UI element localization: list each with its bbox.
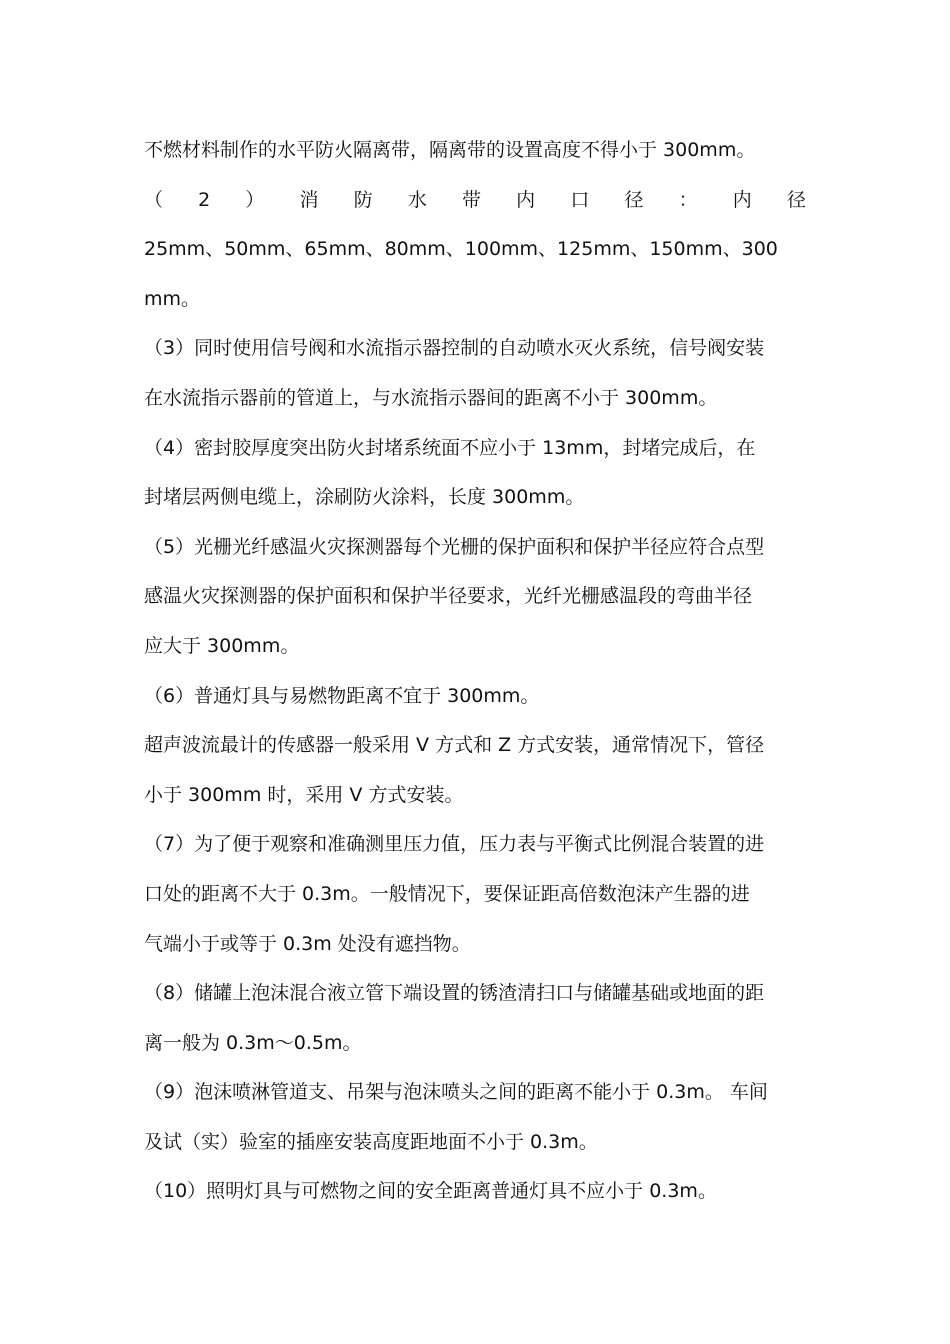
text-line-15: （7）为了便于观察和准确测里压力值，压力表与平衡式比例混合装置的进: [144, 833, 765, 856]
text-line-12: （6）普通灯具与易燃物距离不宜于 300mm。: [144, 684, 540, 707]
text-line-21: 及试（实）验室的插座安装高度距地面不小于 0.3m。: [144, 1130, 598, 1153]
text-line-22: （10）照明灯具与可燃物之间的安全距离普通灯具不应小于 0.3m。: [144, 1180, 717, 1203]
spaced-char: ）: [245, 188, 265, 211]
text-line-8: 封堵层两侧电缆上，涂刷防火涂料，长度 300mm。: [144, 486, 585, 509]
text-line-14: 小于 300mm 时，采用 V 方式安装。: [144, 783, 464, 806]
spaced-char: 带: [462, 188, 482, 211]
spaced-char: 水: [407, 188, 427, 211]
text-line-19: 离一般为 0.3m～0.5m。: [144, 1031, 362, 1054]
spaced-char: 防: [353, 188, 373, 211]
spaced-char: 消: [299, 188, 319, 211]
text-line-16: 口处的距离不大于 0.3m。一般情况下，要保证距高倍数泡沫产生器的进: [144, 882, 750, 905]
spaced-char: 内: [516, 188, 536, 211]
text-line-17: 气端小于或等于 0.3m 处没有遮挡物。: [144, 932, 471, 955]
spaced-char: 口: [570, 188, 590, 211]
spaced-char: 内: [732, 188, 752, 211]
text-line-6: 在水流指示器前的管道上，与水流指示器间的距离不小于 300mm。: [144, 386, 718, 409]
text-line-9: （5）光栅光纤感温火灾探测器每个光栅的保护面积和保护半径应符合点型: [144, 535, 765, 558]
document-page: [144, 126, 806, 1217]
text-line-4: mm。: [144, 287, 201, 310]
text-line-10: 感温火灾探测器的保护面积和保护半径要求，光纤光栅感温段的弯曲半径: [144, 585, 753, 608]
text-line-7: （4）密封胶厚度突出防火封堵系统面不应小于 13mm，封堵完成后，在: [144, 436, 756, 459]
text-line-20: （9）泡沫喷淋管道支、吊架与泡沫喷头之间的距离不能小于 0.3m。 车间: [144, 1081, 768, 1104]
text-line-1: 不燃材料制作的水平防火隔离带，隔离带的设置高度不得小于 300mm。: [144, 139, 756, 161]
text-line-18: （8）储罐上泡沫混合液立管下端设置的锈渣清扫口与储罐基础或地面的距: [144, 982, 765, 1005]
text-line-2-spaced: [144, 176, 806, 226]
spaced-char: ：: [678, 188, 698, 211]
text-line-11: 应大于 300mm。: [144, 634, 300, 657]
spaced-char: 径: [786, 188, 806, 211]
text-line-5: （3）同时使用信号阀和水流指示器控制的自动喷水灭火系统，信号阀安装: [144, 337, 765, 360]
spaced-char: （: [144, 188, 164, 211]
text-line-13: 超声波流最计的传感器一般采用 V 方式和 Z 方式安装，通常情况下，管径: [144, 734, 765, 757]
text-line-3: 25mm、50mm、65mm、80mm、100mm、125mm、150mm、300: [144, 238, 778, 261]
spaced-char: 径: [624, 188, 644, 211]
spaced-char: 2: [198, 188, 211, 211]
